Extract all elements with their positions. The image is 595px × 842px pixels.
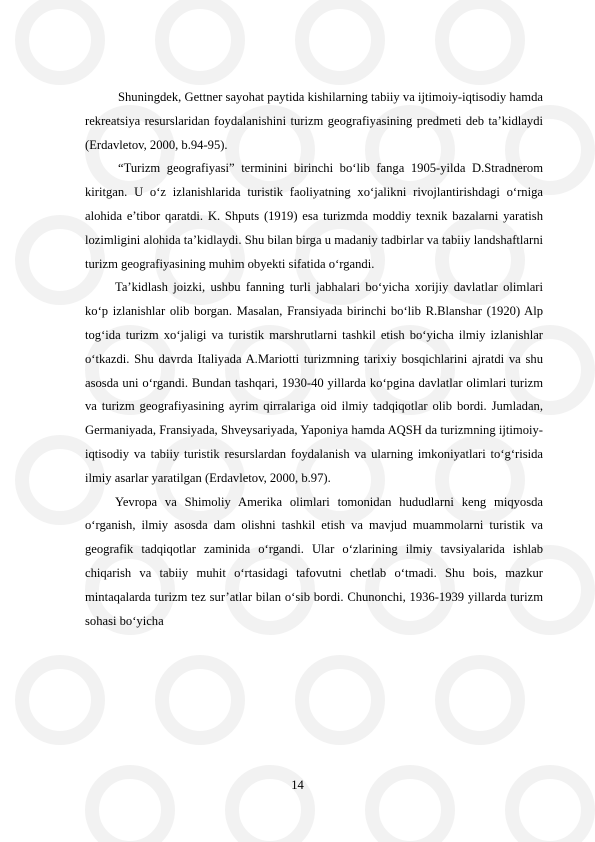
paragraph: “Turizm geografiyasi” terminini birinchi bo‘lib fanga 1905-yilda D.Stradnerom kiritgan. U o‘z izlanishlarida turistik faoliyatning xo‘jalikni rivojlantirishdagi o‘rniga alohida e’tibor qaratdi. K. Shputs (1919) esa turizmda moddiy texnik bazalarni yaratish lozimligini alohida ta’kidlaydi. Shu bilan birga u madaniy tadbirlar va tabiiy landshaftlarni turizm geografiyasining muhim obyekti sifatida o‘rgandi. — [85, 161, 543, 271]
page-number: 14 — [291, 778, 304, 792]
paragraph: Yevropa va Shimoliy Amerika olimlari tomonidan hududlarni keng miqyosda o‘rganish, ilmiy asosda dam olishni tashkil etish va mavjud muammolarni turistik va geografik tadqiqotlar zaminida o‘rgandi. Ular o‘zlarining ilmiy tavsiyalarida ishlab chiqarish va tabiiy muhit o‘rtasidagi tafovutni chetlab o‘tmadi. Shu bois, mazkur mintaqalarda turizm tez sur’atlar bilan o‘sib bordi. Chunonchi, 1936-1939 yillarda turizm sohasi bo‘yicha — [85, 494, 543, 628]
paragraph: Shuningdek, Gettner sayohat paytida kishilarning tabiiy va ijtimoiy-iqtisodiy hamda rekreatsiya resurslaridan foydalanishini turizm geografiyasining predmeti deb ta’kidlaydi (Erdavletov, 2000, b.94-95). — [85, 90, 543, 152]
paragraph: Ta’kidlash joizki, ushbu fanning turli jabhalari bo‘yicha xorijiy davlatlar olimlari ko‘p izlanishlar olib borgan. Masalan, Fransiyada birinchi bo‘lib R.Blanshar (1920) Alp tog‘ida turizm xo‘jaligi va turistik marshrutlarni tashkil etish bo‘yicha ilmiy izlanishlar o‘tkazdi. Shu davrda Italiyada A.Mariotti turizmning tarixiy bosqichlarini ajratdi va shu asosda uni o‘rgandi. Bundan tashqari, 1930-40 yillarda ko‘pgina davlatlar olimlari turizm va turizm geografiyasining ayrim qirralariga oid ilmiy tadqiqotlar olib bordi. Jumladan, Germaniyada, Fransiyada, Shveysariyada, Yaponiya hamda AQSH da turizmning ijtimoiy-iqtisodiy va tabiiy turistik resurslardan foydalanish va ularning imkoniyatlari to‘g‘risida ilmiy asarlar yaratilgan (Erdavletov, 2000, b.97). — [85, 280, 543, 485]
body-text — [85, 86, 543, 633]
